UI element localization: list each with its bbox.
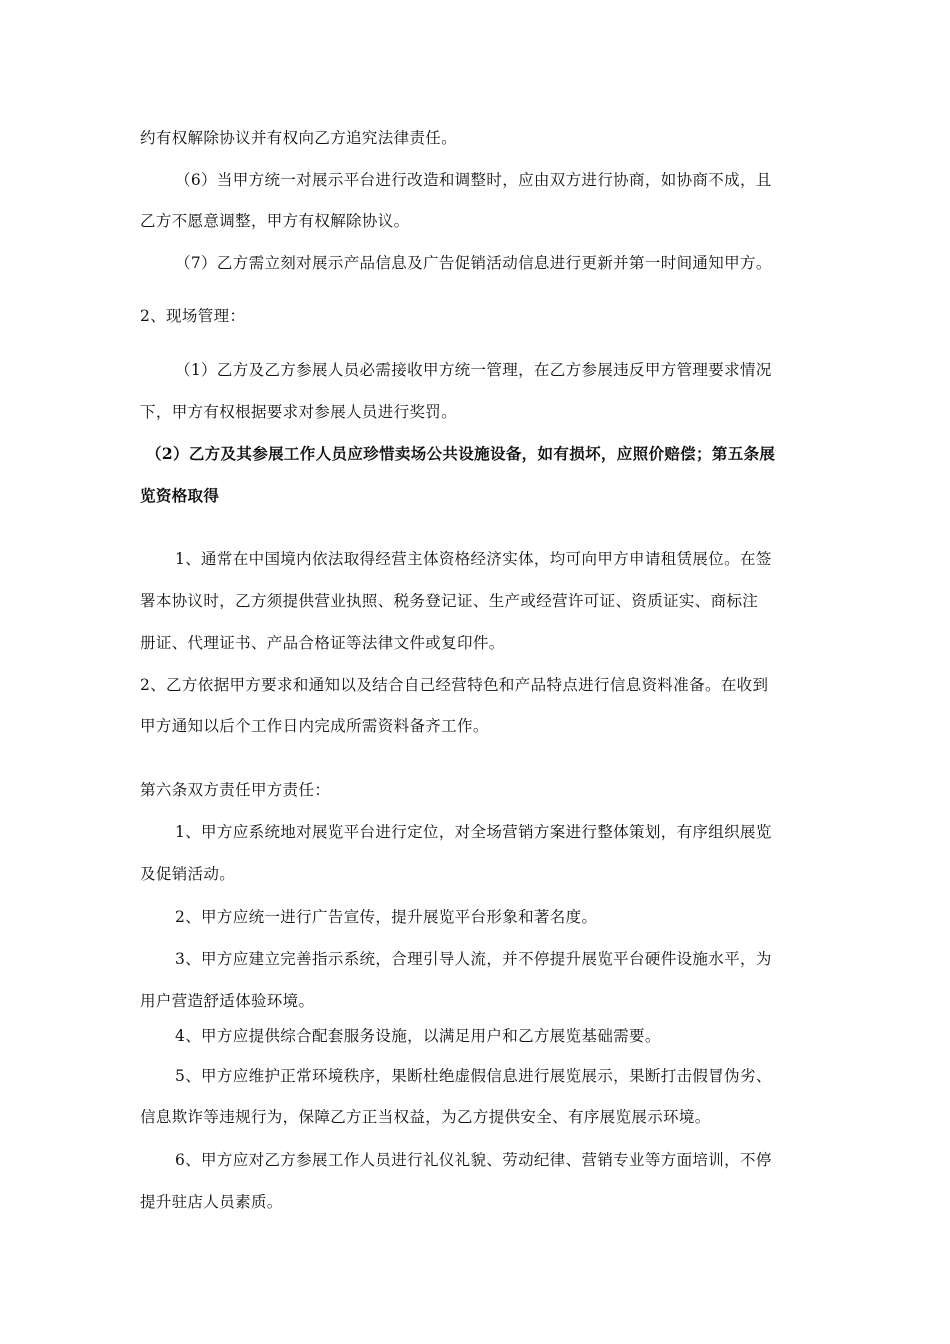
section-heading: 第六条双方责任甲方责任：	[140, 781, 331, 799]
section-heading: 2、现场管理：	[140, 307, 246, 325]
text-line: 乙方不愿意调整，甲方有权解除协议。	[140, 212, 410, 230]
bold-text-line: 览资格取得	[140, 486, 220, 505]
text-line: 提升驻店人员素质。	[140, 1193, 283, 1211]
text-line: 2、乙方依据甲方要求和通知以及结合自己经营特色和产品特点进行信息资料准备。在收到	[140, 676, 769, 694]
text-line: 册证、代理证书、产品合格证等法律文件或复印件。	[140, 634, 505, 652]
text-line: 用户营造舒适体验环境。	[140, 992, 315, 1010]
text-line: 2、甲方应统一进行广告宣传，提升展览平台形象和著名度。	[175, 908, 598, 926]
text-line: 下，甲方有权根据要求对参展人员进行奖罚。	[140, 403, 458, 421]
text-line: （1）乙方及乙方参展人员必需接收甲方统一管理，在乙方参展违反甲方管理要求情况	[175, 361, 772, 379]
text-line: （6）当甲方统一对展示平台进行改造和调整时，应由双方进行协商，如协商不成，且	[175, 171, 772, 189]
text-line: 6、甲方应对乙方参展工作人员进行礼仪礼貌、劳动纪律、营销专业等方面培训，不停	[175, 1151, 772, 1169]
bold-text-line: （2）乙方及其参展工作人员应珍惜卖场公共设施设备，如有损坏，应照价赔偿；第五条展	[146, 444, 776, 463]
text-line: 署本协议时，乙方须提供营业执照、税务登记证、生产或经营许可证、资质证实、商标注	[140, 592, 759, 610]
text-line: 及促销活动。	[140, 865, 236, 883]
text-line: 4、甲方应提供综合配套服务设施，以满足用户和乙方展览基础需要。	[175, 1027, 661, 1045]
text-line: 信息欺诈等违规行为，保障乙方正当权益，为乙方提供安全、有序展览展示环境。	[140, 1108, 711, 1126]
text-line: 3、甲方应建立完善指示系统，合理引导人流，并不停提升展览平台硬件设施水平，为	[175, 950, 772, 968]
text-line: 1、甲方应系统地对展览平台进行定位，对全场营销方案进行整体策划，有序组织展览	[175, 823, 772, 841]
text-line: （7）乙方需立刻对展示产品信息及广告促销活动信息进行更新并第一时间通知甲方。	[175, 254, 772, 272]
text-line: 甲方通知以后个工作日内完成所需资料备齐工作。	[140, 717, 489, 735]
text-line: 5、甲方应维护正常环境秩序，果断杜绝虚假信息进行展览展示，果断打击假冒伪劣、	[175, 1067, 772, 1085]
text-line: 1、通常在中国境内依法取得经营主体资格经济实体，均可向甲方申请租赁展位。在签	[175, 550, 772, 568]
text-line: 约有权解除协议并有权向乙方追究法律责任。	[140, 129, 458, 147]
